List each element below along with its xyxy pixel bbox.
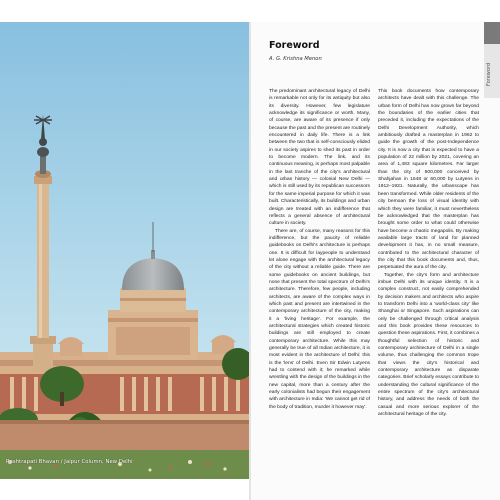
top-margin [0, 0, 500, 22]
paragraph: The predominant architectural legacy of Delhi is remarkable not only for its antiquity but also its diversity. However, few legislature acknowledge its significance or worth. Many, of course, are aware of its presence if only because the past and the present are routinely encountered in daily life. There is a link between the two that is self-consciously elided in our society aspires to shed its past in order to become modern. The link, and its continuous meaning, is perhaps most palpable in the last tranche of the city's architectural and urban history — colonial New Delhi — which is still used by its republican successors for the same imperial purpose for which it was built. Characteristically, its buildings and urban design are treated with an indifference that reflects a general absence of architectural culture in society. [269, 89, 370, 227]
left-page [0, 22, 249, 500]
paragraph: There are, of course, many reasons for this indifference, but the paucity of reliable guidebooks on Delhi's architecture is perhaps one. It is difficult for laypeople to understand let alone engage with the architectural legacy of the city without a reliable guide. There are some guidebooks on ancient buildings, but none that present the total spectrum of Delhi's architecture. Therefore, few people, including architects, are aware of the complex ways in which past and present are intertwined in the contemporary architecture of the city, making it a 'living heritage'. For example, the architectural strategies which created historic buildings are still employed to create contemporary architecture. While this may generally be true of all Indian architecture, it is most evident in the architecture of Delhi: this is the 'lens' of Delhi. Even Sir Edwin Lutyens had to contend with it; he remarked while wrestling with the design of the buildings in the new capital, more than a century after the early colonialists had begun their engagement with architecture in India: 'We cannot get rid of the body of tradition, murder it however may'. [269, 228, 370, 410]
building-photo [0, 22, 249, 479]
photo-caption: Rashtrapati Bhavan / Jaipur Column, New Delhi [6, 459, 133, 465]
body-column-2 [378, 88, 479, 493]
article-title: Foreword [269, 40, 320, 51]
article-author: A. G. Krishna Menon [269, 56, 322, 62]
page-tab-marker [484, 22, 500, 44]
section-tab-label: Foreword [486, 62, 492, 86]
paragraph: Together, the city's form and architecture imbue Delhi with its unique identity. It is a complex construct, not easily comprehended by decision makers and architects who aspire to transform Delhi into a 'world-class city' like Shanghai or Singapore. Such aspirations can only be challenged through critical analysis and this book provides these resources to question these aspirations. First, it combines a thoughtful selection of historic and contemporary architecture of Delhi in a single volume, thus challenging the common trope that views the city's historical and contemporary architecture as disparate categories. Brief scholarly essays contribute to understanding the cultural significance of the entire spectrum of the city's architectural history, and address the needs of both the casual and more serious explorer of the architectural heritage of the city. [378, 272, 479, 418]
body-column-1 [269, 88, 370, 493]
paragraph: This book documents how contemporary architects have dealt with this challenge. The urban form of Delhi has now grown far beyond the boundaries of the earlier cities that preceded it, including the expectations of the Delhi Development Authority, which ambitiously drafted a masterplan in 1962 to guide the growth of the post-Independence city. It is now a city that is expected to have a population of 22 million by 2021, covering an area of 1,483 square kilometres. Far larger than the city of 500,000 conceived by Shahjahan in 1648 or 60,000 by Lutyens in 1912–1931. Naturally, the urbanscape has been transformed. While older residents of the city bemoan the loss of visual identity with which they were familiar, it must nevertheless be acknowledged that the masterplan has brought some order to what could otherwise have become a chaotic megapolis. By making available large tracts of land for planned development it has, in no small measure, contributed to the architectural character of the city that this book documents and, thus, perpetuated the aura of the city. [378, 89, 479, 271]
